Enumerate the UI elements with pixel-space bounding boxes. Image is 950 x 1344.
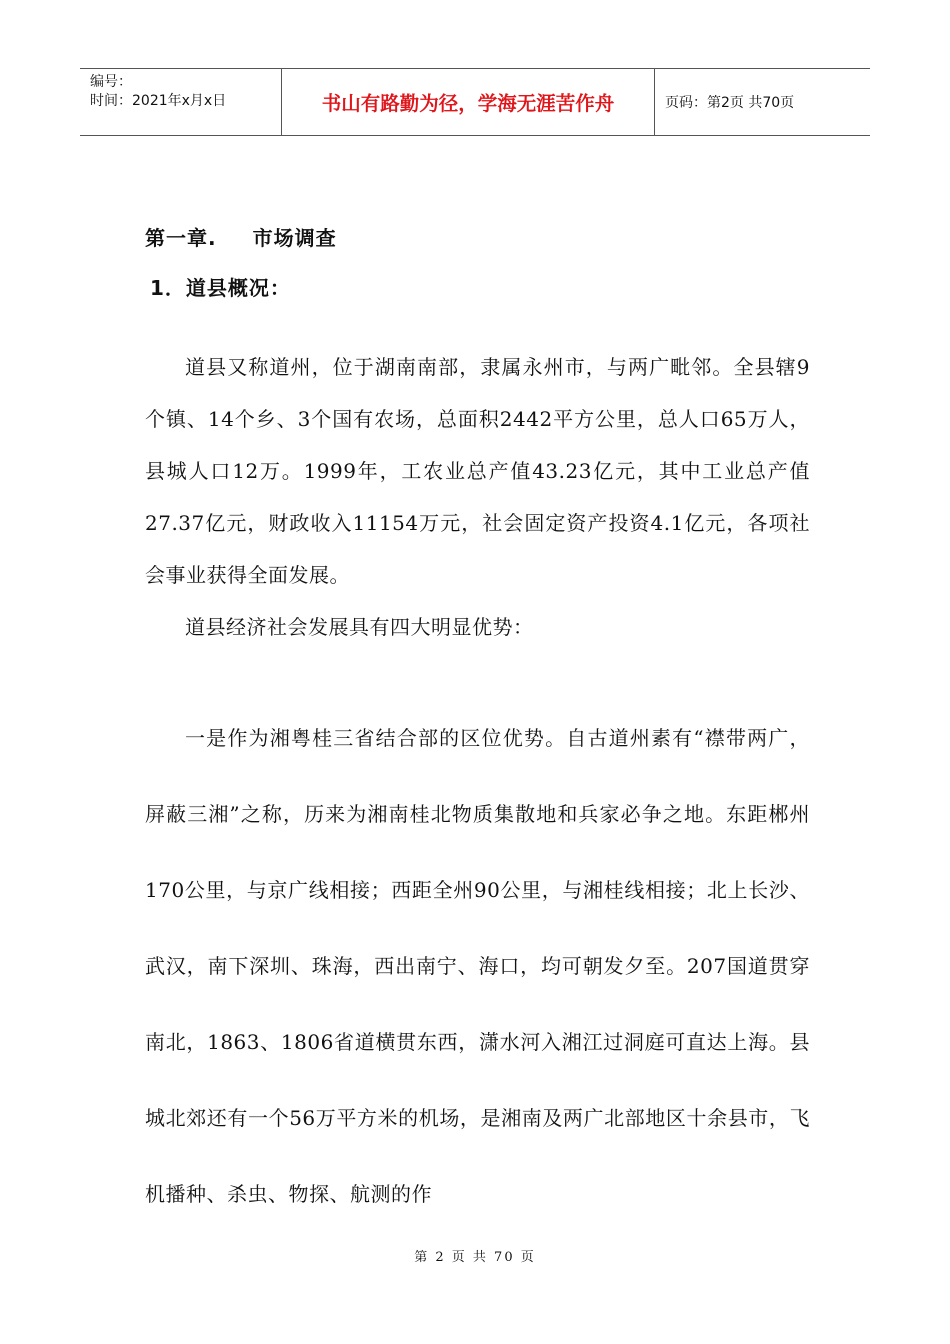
page-header xyxy=(80,68,870,136)
document-number-label: 编号： xyxy=(90,74,132,90)
header-page-label: 页码：第2页 共70页 xyxy=(665,95,795,111)
paragraph-overview: 道县又称道州，位于湖南南部，隶属永州市，与两广毗邻。全县辖9个镇、14个乡、3个国有农场，总面积2442平方公里，总人口65万人，县城人口12万。1999年，工农业总产值43.23亿元，其中工业总产值27.37亿元，财政收入11154万元，社会固定资产投资4.1亿元，各项社会事业获得全面发展。 xyxy=(145,355,810,587)
header-info-cell xyxy=(80,69,282,135)
chapter-title: 市场调查 xyxy=(252,226,337,250)
section-heading: 1．道县概况： xyxy=(150,276,291,300)
paragraph-location-advantage: 一是作为湘粤桂三省结合部的区位优势。自古道州素有“襟带两广，屏蔽三湘”之称，历来为湘南桂北物质集散地和兵家必争之地。东距郴州170公里，与京广线相接；西距全州90公里，与湘桂线相接；北上长沙、武汉，南下深圳、珠海，西出南宁、海口，均可朝发夕至。207国道贯穿南北，1863、1806省道横贯东西，潇水河入湘江过洞庭可直达上海。县城北郊还有一个56万平方米的机场，是湘南及两广北部地区十余县市，飞机播种、杀虫、物探、航测的作 xyxy=(145,726,810,1206)
header-motto-cell xyxy=(282,69,655,135)
chapter-heading xyxy=(145,222,337,251)
page-footer: 第 2 页 共 70 页 xyxy=(414,1250,536,1265)
document-date-label: 时间：2021年x月x日 xyxy=(90,93,227,109)
header-page-cell xyxy=(655,69,870,135)
paragraph-advantages-intro: 道县经济社会发展具有四大明显优势： xyxy=(185,615,534,639)
header-motto: 书山有路勤为径，学海无涯苦作舟 xyxy=(321,92,615,115)
chapter-number: 第一章. xyxy=(145,226,217,250)
